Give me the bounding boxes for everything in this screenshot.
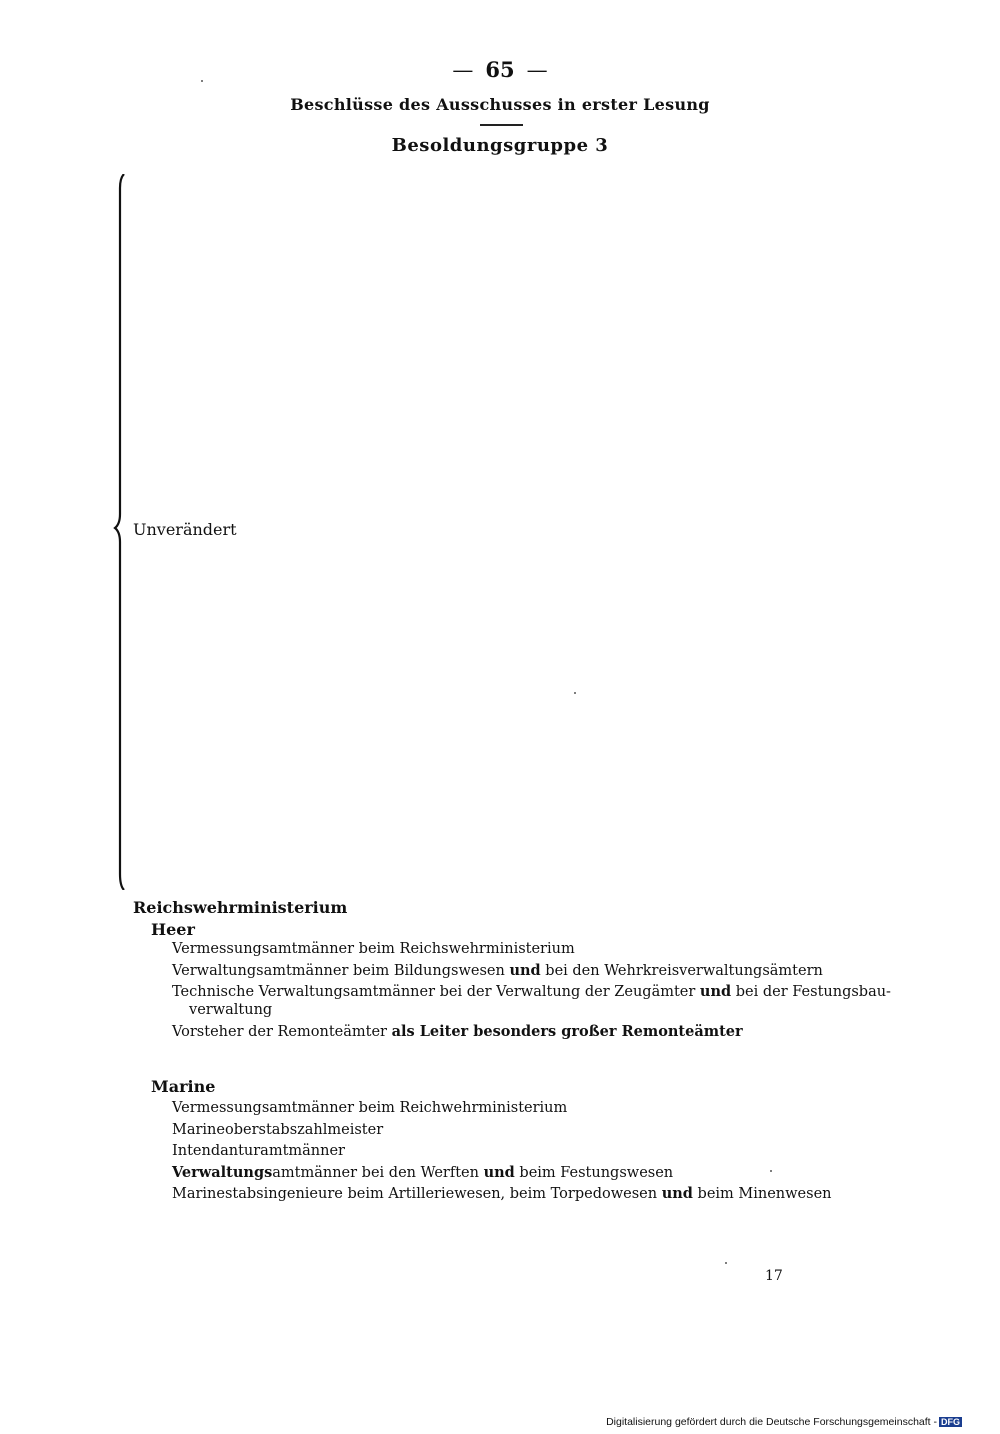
curly-brace bbox=[113, 174, 127, 890]
line-bold: und bbox=[509, 962, 541, 979]
dfg-logo: DFG bbox=[941, 1417, 960, 1427]
scan-speck bbox=[574, 692, 576, 694]
footer-credit-text: Digitalisierung gefördert durch die Deutsche Forschungsgemeinschaft - bbox=[606, 1416, 937, 1428]
subtitle: Beschlüsse des Ausschusses in erster Lesung bbox=[290, 95, 710, 114]
line-text: bei den Wehrkreisverwaltungsämtern bbox=[540, 963, 823, 979]
sheet-number: 17 bbox=[765, 1268, 783, 1284]
ministry-heading: Reichswehrministerium bbox=[133, 898, 348, 917]
line-text: Vorsteher der Remonteämter bbox=[172, 1024, 392, 1040]
line-text: beim Festungswesen bbox=[514, 1165, 674, 1181]
group-title: Besoldungsgruppe 3 bbox=[391, 135, 609, 156]
line-bold: und bbox=[699, 983, 732, 1000]
unchanged-note: Unverändert bbox=[133, 520, 237, 539]
navy-line-5 bbox=[172, 1185, 832, 1202]
line-text: Verwaltungsamtmänner beim Bildungswesen bbox=[172, 963, 510, 979]
line-text: Marinestabsingenieure beim Artilleriewesen, beim Torpedowesen bbox=[172, 1186, 662, 1202]
line-bold: als Leiter besonders großer Remonteämter bbox=[391, 1023, 743, 1040]
navy-heading: Marine bbox=[151, 1077, 216, 1096]
navy-line-2: Marineoberstabszahlmeister bbox=[172, 1122, 384, 1138]
scan-speck bbox=[770, 1170, 772, 1172]
underline-rule bbox=[480, 124, 523, 126]
army-line-4 bbox=[172, 1023, 743, 1040]
army-line-3 bbox=[172, 983, 891, 1000]
line-bold: und bbox=[483, 1164, 515, 1181]
line-text: Technische Verwaltungsamtmänner bei der Verwaltung der Zeugämter bbox=[172, 984, 700, 1000]
scan-speck bbox=[725, 1262, 727, 1264]
page-number bbox=[0, 57, 1000, 82]
navy-line-4 bbox=[172, 1164, 673, 1181]
army-heading: Heer bbox=[151, 920, 195, 939]
line-bold: und bbox=[661, 1185, 693, 1202]
line-text: bei der Festungsbau- bbox=[731, 984, 891, 1000]
navy-line-3: Intendanturamtmänner bbox=[172, 1143, 345, 1159]
dash-right: — bbox=[526, 58, 548, 82]
footer-credit bbox=[606, 1416, 962, 1428]
line-text: amtmänner bei den Werften bbox=[272, 1165, 484, 1181]
navy-line-1: Vermessungsamtmänner beim Reichwehrministerium bbox=[172, 1100, 568, 1116]
scan-speck bbox=[201, 80, 203, 82]
page-number-value: 65 bbox=[485, 57, 515, 82]
line-bold: Verwaltungs bbox=[172, 1164, 273, 1181]
army-line-3-cont: verwaltung bbox=[189, 1002, 273, 1018]
army-line-2 bbox=[172, 962, 823, 979]
army-line-1: Vermessungsamtmänner beim Reichswehrministerium bbox=[172, 941, 575, 957]
line-text: beim Minenwesen bbox=[692, 1186, 832, 1202]
dash-left: — bbox=[452, 58, 474, 82]
